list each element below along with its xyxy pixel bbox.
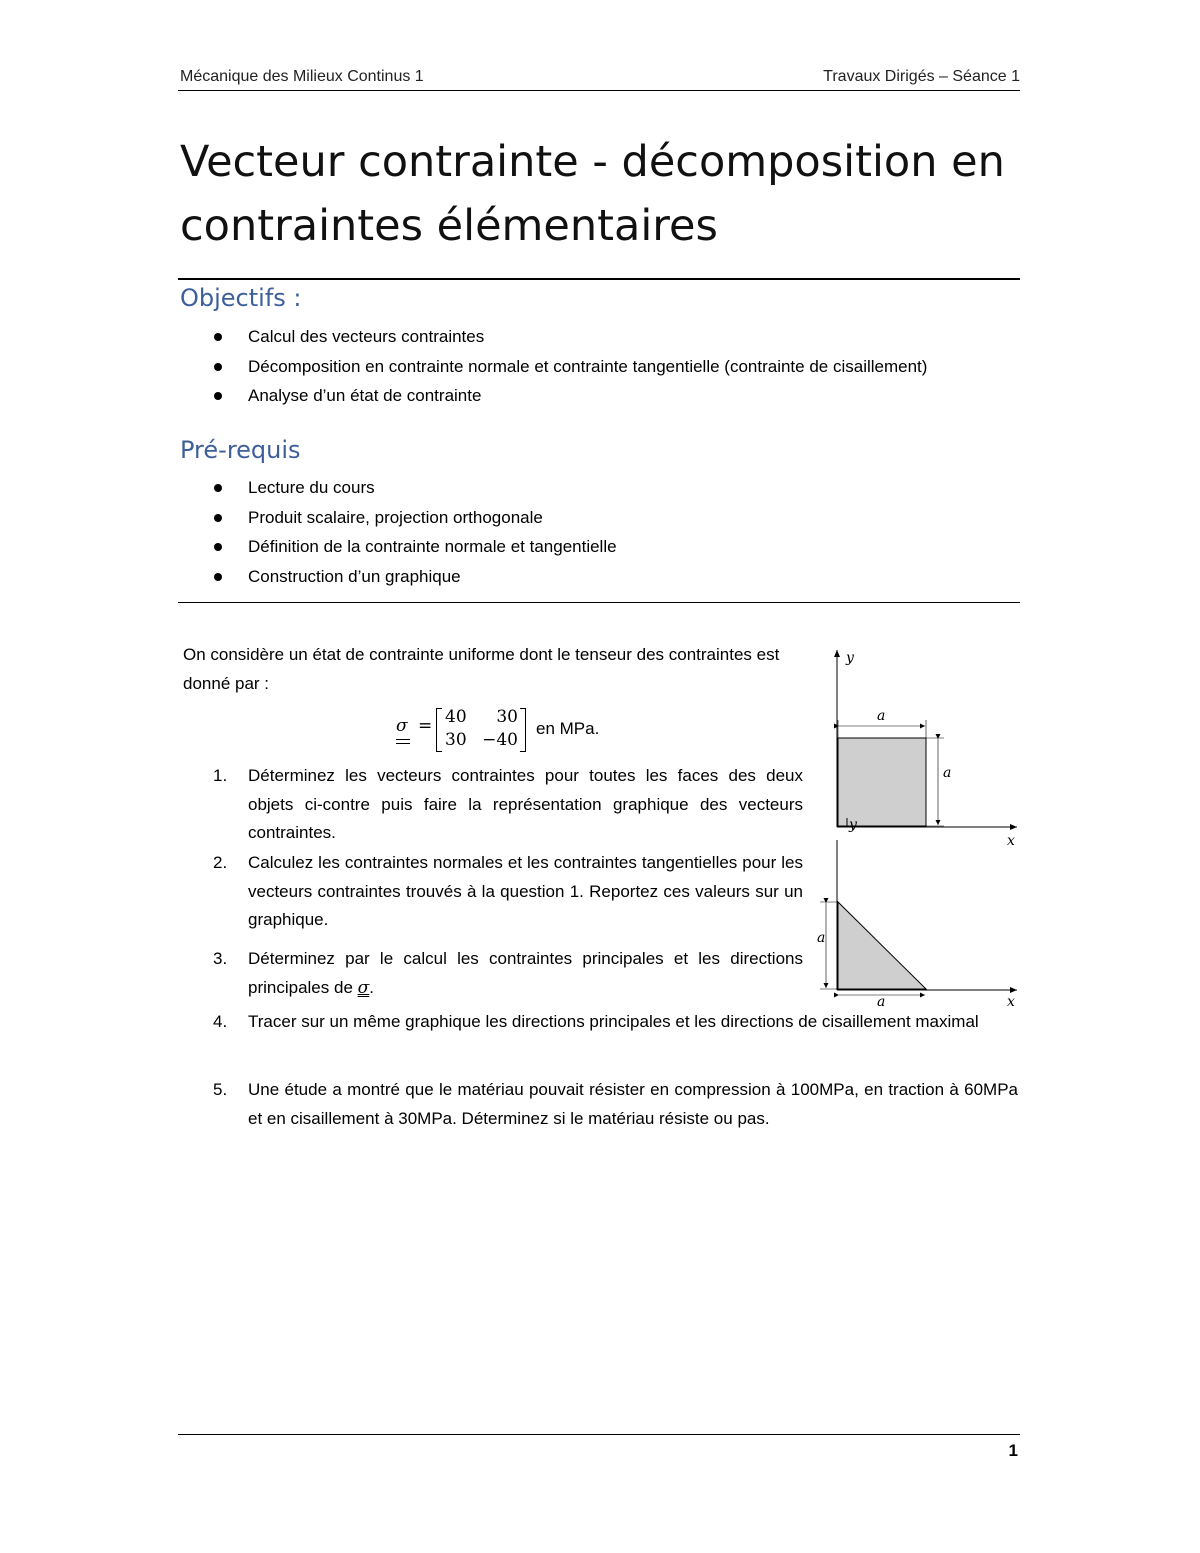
tensor-symbol-inline: σ [357, 977, 370, 998]
header-session: Travaux Dirigés – Séance 1 [823, 68, 1020, 85]
prerequis-list [180, 473, 617, 591]
question-text: Déterminez par le calcul les contraintes principales et les directions principales de σ. [248, 949, 803, 998]
label-x-bottom: x [1007, 994, 1015, 1010]
list-item: Produit scalaire, projection orthogonale [180, 503, 617, 533]
question-1 [213, 762, 803, 848]
page-number: 1 [1008, 1441, 1018, 1460]
header-rule [178, 90, 1020, 91]
label-a-bottom: a [877, 994, 886, 1010]
square-object [838, 738, 926, 826]
header-course-title: Mécanique des Milieux Continus 1 [180, 68, 424, 85]
bullet-icon [214, 543, 222, 551]
section-rule [178, 602, 1020, 603]
question-3 [213, 945, 803, 1002]
label-y-top: y [846, 650, 854, 666]
list-item: Analyse d’un état de contrainte [180, 381, 927, 411]
page-title: Vecteur contrainte - décomposition en contraintes élémentaires [180, 137, 1005, 251]
tensor-unit: en MPa. [536, 719, 600, 738]
label-x-mid: x [1007, 833, 1015, 849]
question-4 [213, 1008, 1018, 1037]
tensor-underline [396, 739, 410, 740]
list-item: Calcul des vecteurs contraintes [180, 322, 927, 352]
list-item: Construction d’un graphique [180, 562, 617, 592]
prerequis-heading: Pré-requis [180, 436, 301, 464]
list-item: Lecture du cours [180, 473, 617, 503]
label-a-right: a [943, 765, 952, 781]
question-2 [213, 849, 803, 935]
objectifs-list [180, 322, 927, 411]
label-y-mid: y [849, 817, 857, 833]
exercise-intro: On considère un état de contrainte uniforme dont le tenseur des contraintes est donné par : [183, 645, 780, 693]
tensor-underline [396, 743, 410, 744]
geometry-figure [810, 640, 1025, 1010]
matrix-cell: −40 [482, 730, 518, 750]
matrix-cell: 30 [445, 730, 467, 750]
matrix-cell: 40 [445, 707, 467, 727]
question-number: 4. [213, 1012, 228, 1031]
list-item: Décomposition en contrainte normale et contrainte tangentielle (contrainte de cisaillement) [180, 352, 927, 382]
bullet-icon [214, 333, 222, 341]
question-number: 2. [213, 853, 228, 872]
label-a-top: a [877, 708, 886, 724]
stress-matrix [436, 706, 526, 752]
question-number: 3. [213, 949, 228, 968]
question-text: Tracer sur un même graphique les directions principales et les directions de cisaillement maximal [248, 1012, 979, 1031]
equals-sign: = [418, 716, 433, 736]
list-item: Définition de la contrainte normale et tangentielle [180, 532, 617, 562]
bullet-icon [214, 573, 222, 581]
question-number: 1. [213, 766, 228, 785]
footer-rule [178, 1434, 1020, 1435]
question-number: 5. [213, 1080, 228, 1099]
triangle-object [838, 902, 926, 989]
bullet-icon [214, 514, 222, 522]
objectifs-heading: Objectifs : [180, 284, 302, 312]
bullet-icon [214, 484, 222, 492]
question-text: Une étude a montré que le matériau pouvait résister en compression à 100MPa, en traction à 60MPa et en cisaillement à 30MPa. Déterminez si le matériau résiste ou pas. [248, 1080, 1018, 1128]
question-5 [213, 1076, 1018, 1133]
tensor-symbol: σ [396, 716, 408, 736]
question-text: Calculez les contraintes normales et les contraintes tangentielles pour les vecteurs contraintes trouvés à la question 1. Reportez ces valeurs sur un graphique. [248, 853, 803, 929]
matrix-right-bracket [520, 708, 526, 752]
question-text: Déterminez les vecteurs contraintes pour toutes les faces des deux objets ci-contre puis faire la représentation graphique des vecteurs contraintes. [248, 766, 803, 842]
label-a-left: a [817, 930, 826, 946]
bullet-icon [214, 392, 222, 400]
bullet-icon [214, 363, 222, 371]
matrix-left-bracket [436, 708, 442, 752]
title-rule [178, 278, 1020, 280]
matrix-cell: 30 [496, 707, 518, 727]
